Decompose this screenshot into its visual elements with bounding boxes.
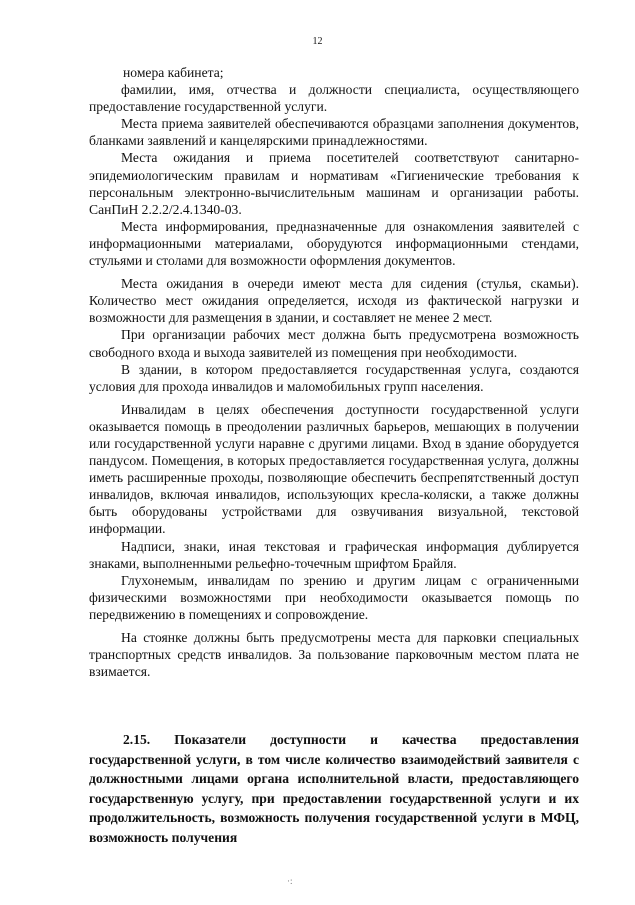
paragraph: Места приема заявителей обеспечиваются образцами заполнения документов, бланками заявлений и канцелярскими принадлежностями. <box>89 116 579 149</box>
body-text <box>89 64 579 680</box>
paragraph: номера кабинета; <box>123 65 224 80</box>
paragraph: На стоянке должны быть предусмотрены места для парковки специальных транспортных средств инвалидов. За пользование парковочным местом плата не взимается. <box>89 630 579 680</box>
page-number: 12 <box>312 36 323 47</box>
paragraph: Места информирования, предназначенные для ознакомления заявителей с информационными материалами, оборудуются информационными стендами, стульями и столами для возможности оформления документов. <box>89 218 579 269</box>
paragraph: Глухонемым, инвалидам по зрению и другим лицам с ограниченными физическими возможностями при необходимости оказывается помощь по передвижению в помещениях и сопровождение. <box>89 572 579 622</box>
paragraph: Надписи, знаки, иная текстовая и графическая информация дублируется знаками, выполненными рельефно-точечным шрифтом Брайля. <box>89 538 579 571</box>
paragraph: Места ожидания в очереди имеют места для сидения (стулья, скамьи). Количество мест ожидания определяется, исходя из фактической нагрузки и возможности для размещения в здании, и составляет не менее 2 мест. <box>89 276 579 326</box>
scan-mark: ·: <box>287 876 293 886</box>
paragraph: При организации рабочих мест должна быть предусмотрена возможность свободного входа и выхода заявителей из помещения при необходимости. <box>89 327 579 360</box>
paragraph: В здании, в котором предоставляется государственная услуга, создаются условия для прохода инвалидов и маломобильных групп населения. <box>89 361 579 394</box>
paragraph: Места ожидания и приема посетителей соответствуют санитарно-эпидемиологическим правилам и нормативам «Гигиенические требования к персональным электронно-вычислительным машинам и организации работы. СанПиН 2.2.2/2.4.1340-03. <box>89 150 579 217</box>
paragraph: Инвалидам в целях обеспечения доступности государственной услуги оказывается помощь в преодолении различных барьеров, мешающих в получении или государственной услуги наравне с другими лицами. Вход в здание оборудуется пандусом. Помещения, в которых предоставляется государственная услуга, должны иметь расширенные проходы, позволяющие обеспечить беспрепятственный доступ инвалидов, включая инвалидов, использующих кресла-коляски, а также должны быть оборудованы устройствами для озвучивания визуальной, текстовой информации. <box>89 401 579 537</box>
paragraph: фамилии, имя, отчества и должности специалиста, осуществляющего предоставление государственной услуги. <box>89 82 579 115</box>
section-heading: 2.15. Показатели доступности и качества предоставления государственной услуги, в том числе количество взаимодействий заявителя с должностными лицами органа исполнительной власти, предоставляющего государственную услугу, при предоставлении государственной услуги и их продолжительность, возможность получения государственной услуги в МФЦ, возможность получения <box>89 732 579 845</box>
